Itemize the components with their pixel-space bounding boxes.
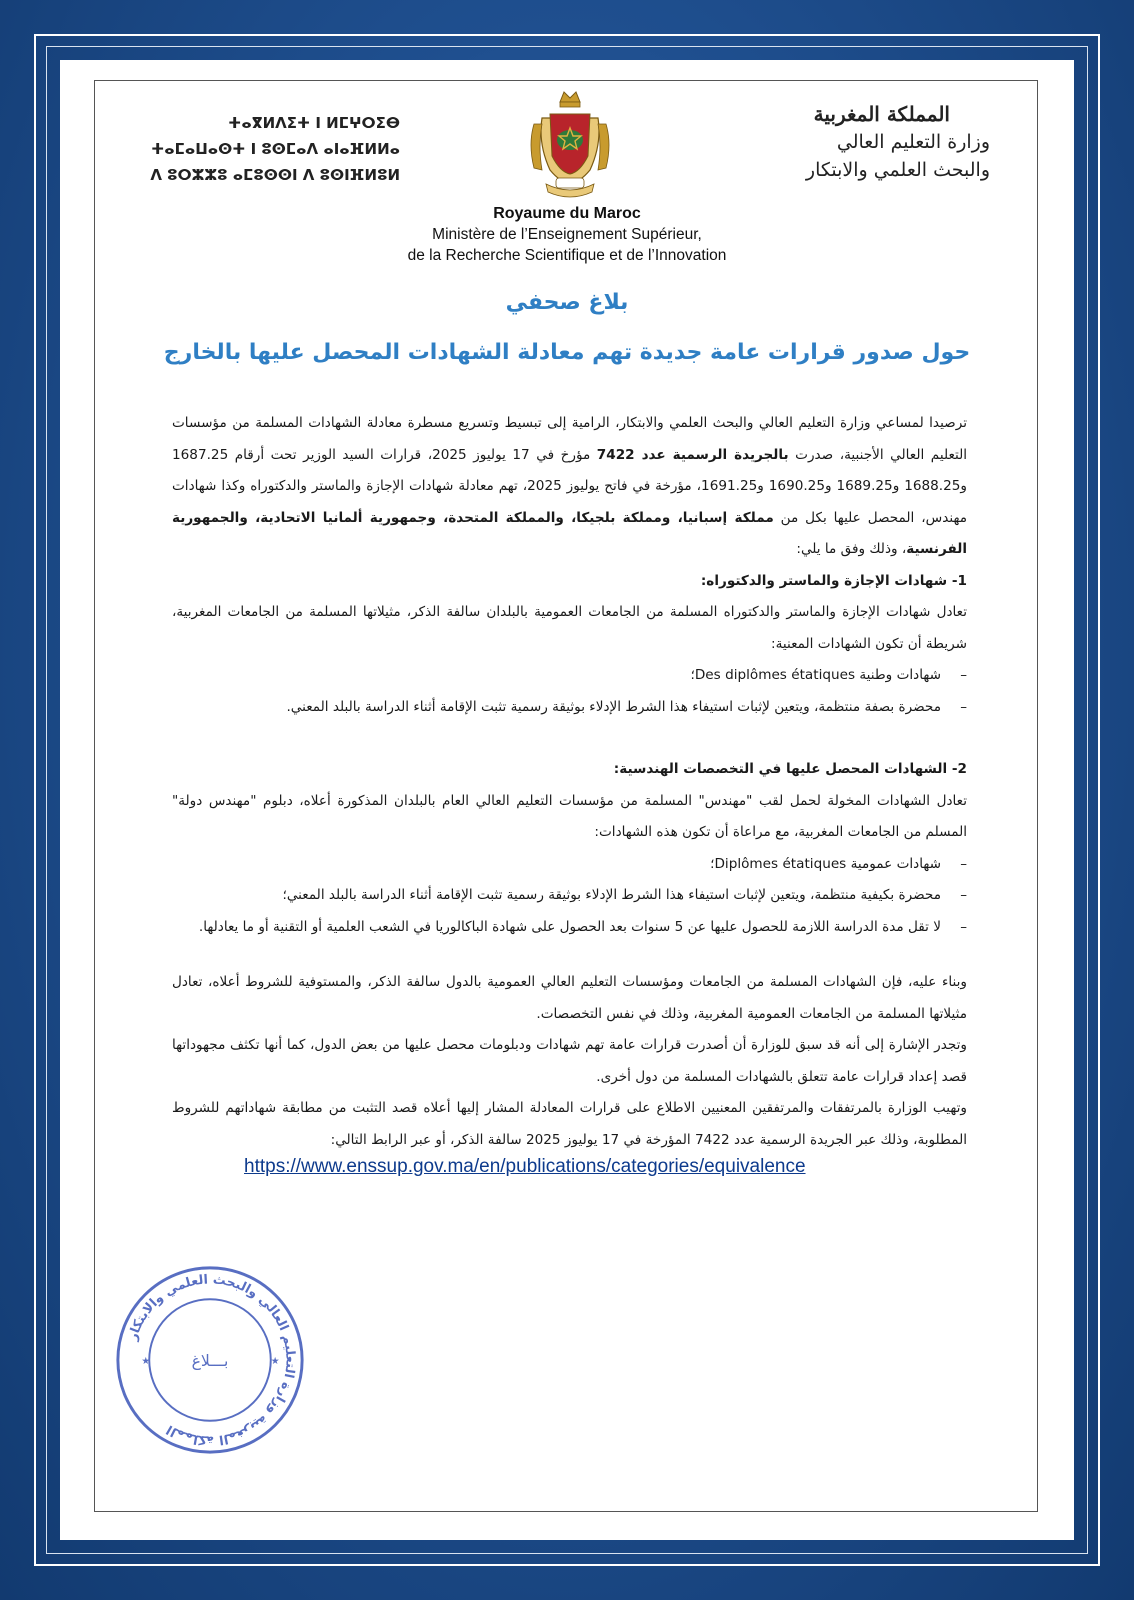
list-item: – شهادات عمومية Diplômes étatiques؛ — [710, 855, 967, 872]
section1-heading: 1- شهادات الإجازة والماستر والدكتوراه: — [700, 572, 967, 589]
list-item-text: شهادات عمومية Diplômes étatiques؛ — [710, 855, 941, 872]
official-stamp-icon — [112, 1262, 308, 1458]
svg-text:★: ★ — [141, 1355, 151, 1367]
closing-paragraph-2: وتجدر الإشارة إلى أنه قد سبق للوزارة أن أصدرت قرارات عامة تهم شهادات ودبلومات محصل عليها من بعض الدول، كما أنها تكثف مجهوداتها قصد إعداد قرارات عامة تتعلق بالشهادات المسلمة من دول أخرى. — [172, 1037, 967, 1085]
intro-bold-countries: مملكة إسبانيا، ومملكة بلجيكا، والمملكة المتحدة، وجمهورية ألمانيا الاتحادية، والجمهورية الفرنسية — [172, 509, 967, 557]
press-release-subtitle: حول صدور قرارات عامة جديدة تهم معادلة الشهادات المحصل عليها بالخارج — [163, 340, 971, 365]
section2-heading: 2- الشهادات المحصل عليها في التخصصات الهندسية: — [613, 761, 967, 777]
ministry-name-french: Ministère de l’Enseignement Supérieur, — [432, 226, 702, 243]
intro-text-3: ، وذلك وفق ما يلي: — [796, 541, 907, 557]
document-body — [172, 408, 967, 1156]
tifinagh-line: ⵜⴰⴳⵍⴷⵉⵜ ⵏ ⵍⵎⵖⵔⵉⴱ — [228, 114, 400, 132]
french-header — [300, 203, 834, 266]
stamp-center-text: بـــلاغ — [191, 1350, 229, 1370]
list-item: – محضرة بكيفية منتظمة، ويتعين لإثبات استيفاء هذا الشرط الإدلاء بوثيقة رسمية تثبت الإقامة أثناء الدراسة بالبلد المعني؛ — [282, 887, 967, 903]
tifinagh-header — [150, 110, 400, 188]
arabic-header — [760, 100, 990, 184]
list-item: – شهادات وطنية Des diplômes étatiques؛ — [690, 667, 967, 683]
svg-text:★: ★ — [270, 1355, 280, 1367]
intro-text-2: مؤرخ في 17 يوليوز 2025، قرارات السيد الوزير تحت أرقام 1687.25 و1688.25 و1689.25 و1690.25 و1691.25، مؤرخة في فاتح يوليوز 2025، تهم معادلة شهادات الإجازة والماستر والدكتوراه وكذا شهادات مهندس، المحصل عليها بكل من — [172, 446, 967, 526]
tifinagh-line: ⵜⴰⵎⴰⵡⴰⵙⵜ ⵏ ⵓⵙⵎⴰⴷ ⴰⵏⴰⴼⵍⵍⴰ — [151, 140, 400, 158]
list-item-text: محضرة بصفة منتظمة، ويتعين لإثبات استيفاء هذا الشرط الإدلاء بوثيقة رسمية تثبت الإقامة أثناء الدراسة بالبلد المعني. — [286, 698, 941, 715]
list-item-text: لا تقل مدة الدراسة اللازمة للحصول عليها عن 5 سنوات بعد الحصول على شهادة الباكالوريا في الشعب العلمية أو التقنية أو ما يعادلها. — [198, 918, 941, 935]
ministry-name-arabic: وزارة التعليم العالي — [836, 131, 990, 153]
tifinagh-line: ⴷ ⵓⵔⵣⵣⵓ ⴰⵎⵓⵙⵙⵏ ⴷ ⵓⵙⵏⴼⵍⵓⵍ — [150, 166, 400, 184]
royal-emblem-icon — [520, 84, 620, 204]
equivalence-link[interactable]: https://www.enssup.gov.ma/en/publications/categories/equivalence — [244, 1156, 806, 1177]
list-item: – لا تقل مدة الدراسة اللازمة للحصول عليها عن 5 سنوات بعد الحصول على شهادة الباكالوريا في الشعب العلمية أو التقنية أو ما يعادلها. — [198, 918, 967, 935]
ministry-name-arabic-2: والبحث العلمي والابتكار — [805, 159, 990, 181]
kingdom-name-arabic: المملكة المغربية — [813, 102, 950, 126]
section2-text: تعادل الشهادات المخولة لحمل لقب "مهندس" المسلمة من مؤسسات التعليم العالي العام بالبلدان المذكورة أعلاه، دبلوم "مهندس دولة" المسلم من الجامعات المغربية، مع مراعاة أن تكون هذه الشهادات: — [172, 792, 967, 840]
list-item: – محضرة بصفة منتظمة، ويتعين لإثبات استيفاء هذا الشرط الإدلاء بوثيقة رسمية تثبت الإقامة أثناء الدراسة بالبلد المعني. — [286, 698, 967, 715]
intro-paragraph — [172, 408, 967, 566]
list-item-text: محضرة بكيفية منتظمة، ويتعين لإثبات استيفاء هذا الشرط الإدلاء بوثيقة رسمية تثبت الإقامة أثناء الدراسة بالبلد المعني؛ — [282, 887, 941, 903]
intro-text: ترصيدا لمساعي وزارة التعليم العالي والبحث العلمي والابتكار، الرامية إلى تبسيط وتسريع مسطرة معادلة الشهادات المسلمة من مؤسسات التعليم العالي الأجنبية، صدرت — [172, 415, 968, 463]
closing-paragraph-3: وتهيب الوزارة بالمرتفقات والمرتفقين المعنيين الاطلاع على قرارات المعادلة المشار إليها أعلاه قصد التثبت من مطابقة شهاداتهم للشروط المطلوبة، وذلك عبر الجريدة الرسمية عدد 7422 المؤرخة في 17 يوليوز 2025 سالفة الذكر، أو عبر الرابط التالي: — [172, 1100, 967, 1148]
kingdom-name-french: Royaume du Maroc — [493, 205, 641, 222]
intro-bold-gazette: بالجريدة الرسمية عدد 7422 — [596, 446, 789, 463]
list-item-text: شهادات وطنية Des diplômes étatiques؛ — [690, 667, 941, 683]
stamp-ring-text: المملكة المغربية وزارة التعليم العالي والبحث العلمي والابتكار — [125, 1272, 298, 1448]
ministry-name-french-2: de la Recherche Scientifique et de l’Innovation — [407, 247, 727, 264]
press-release-title: بلاغ صحفي — [505, 290, 629, 315]
closing-paragraph-1: وبناء عليه، فإن الشهادات المسلمة من الجامعات ومؤسسات التعليم العالي العمومية بالدول سالفة الذكر، والمستوفية للشروط أعلاه، تعادل مثيلاتها المسلمة من الجامعات العمومية المغربية، وذلك في نفس التخصصات. — [172, 974, 967, 1022]
section1-text: تعادل شهادات الإجازة والماستر والدكتوراه المسلمة من الجامعات العمومية بالبلدان سالفة الذكر، مثيلاتها المسلمة من الجامعات المغربية، شريطة أن تكون الشهادات المعنية: — [172, 604, 967, 652]
